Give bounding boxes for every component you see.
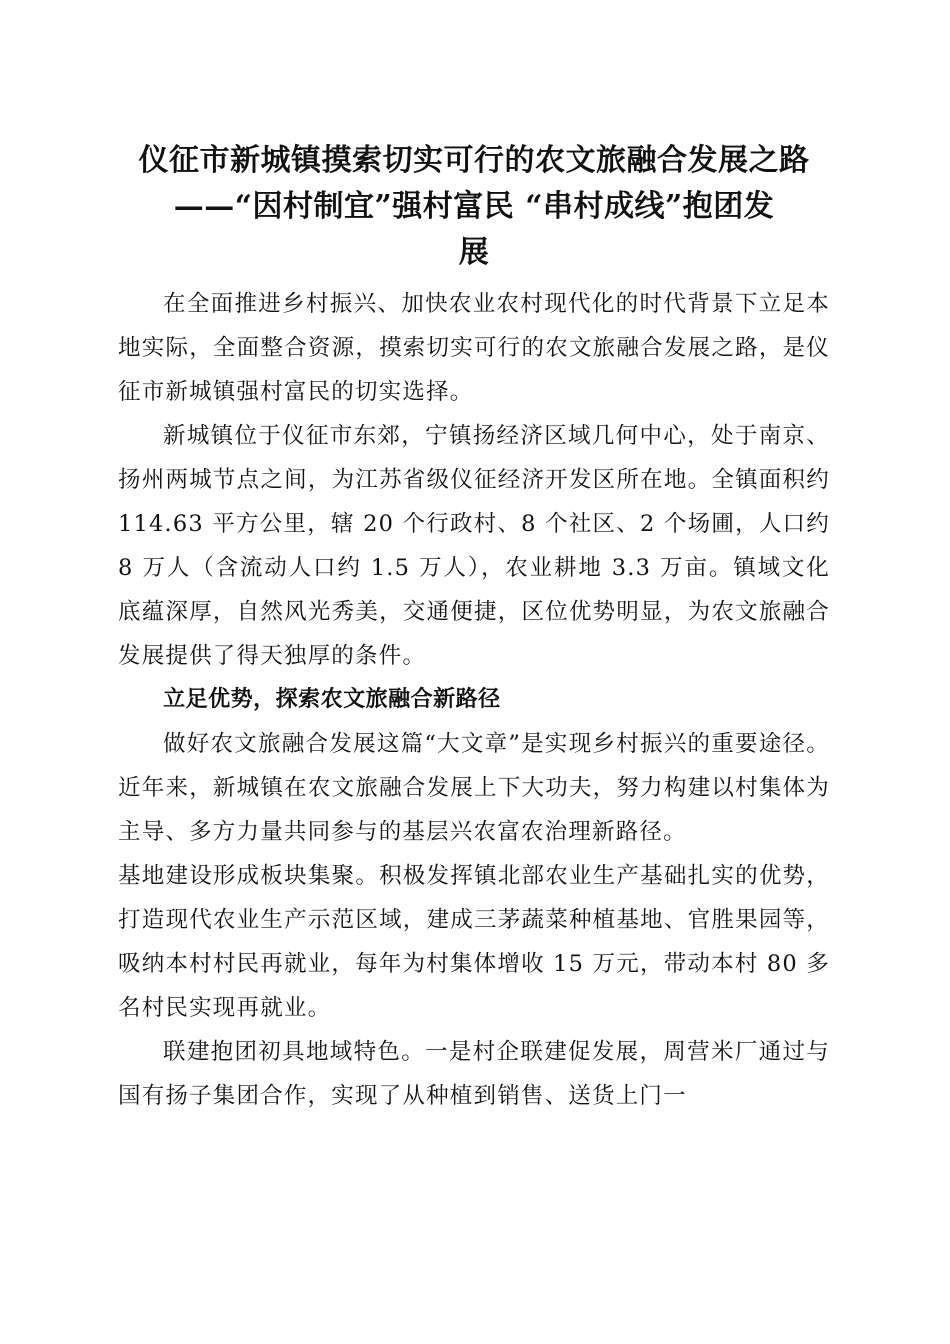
section-paragraph: 做好农文旅融合发展这篇“大文章”是实现乡村振兴的重要途径。近年来，新城镇在农文旅融合发展上下大功夫，努力构建以村集体为主导、多方力量共同参与的基层兴农富农治理新路径。 (118, 731, 830, 845)
title-line: 展 (458, 235, 490, 270)
section-paragraph: 联建抱团初具地域特色。一是村企联建促发展，周营米厂通过与国有扬子集团合作，实现了从种植到销售、送货上门一 (118, 1039, 830, 1109)
title-line: ——“因村制宜”强村富民 “串村成线”抱团发 (173, 189, 775, 224)
document-title (118, 138, 830, 276)
document-body (118, 138, 830, 1118)
intro-paragraph: 在全面推进乡村振兴、加快农业农村现代化的时代背景下立足本地实际，全面整合资源，摸索切实可行的农文旅融合发展之路，是仪征市新城镇强村富民的切实选择。 (118, 291, 830, 405)
background-paragraph: 新城镇位于仪征市东郊，宁镇扬经济区域几何中心，处于南京、扬州两城节点之间，为江苏省级仪征经济开发区所在地。全镇面积约 114.63 平方公里，辖 20 个行政村、8 个社区、2 个场圃，人口约 8 万人（含流动人口约 1.5 万人），农业耕地 3.3 万亩。镇域文化底蕴深厚，自然风光秀美，交通便捷，区位优势明显，为农文旅融合发展提供了得天独厚的条件。 (118, 423, 830, 669)
section-heading: 立足优势，探索农文旅融合新路径 (163, 687, 501, 712)
title-line: 仪征市新城镇摸索切实可行的农文旅融合发展之路 (138, 143, 810, 178)
section-paragraph: 基地建设形成板块集聚。积极发挥镇北部农业生产基础扎实的优势，打造现代农业生产示范区域，建成三茅蔬菜种植基地、官胜果园等，吸纳本村村民再就业，每年为村集体增收 15 万元，带动本村 80 多名村民实现再就业。 (118, 863, 830, 1021)
